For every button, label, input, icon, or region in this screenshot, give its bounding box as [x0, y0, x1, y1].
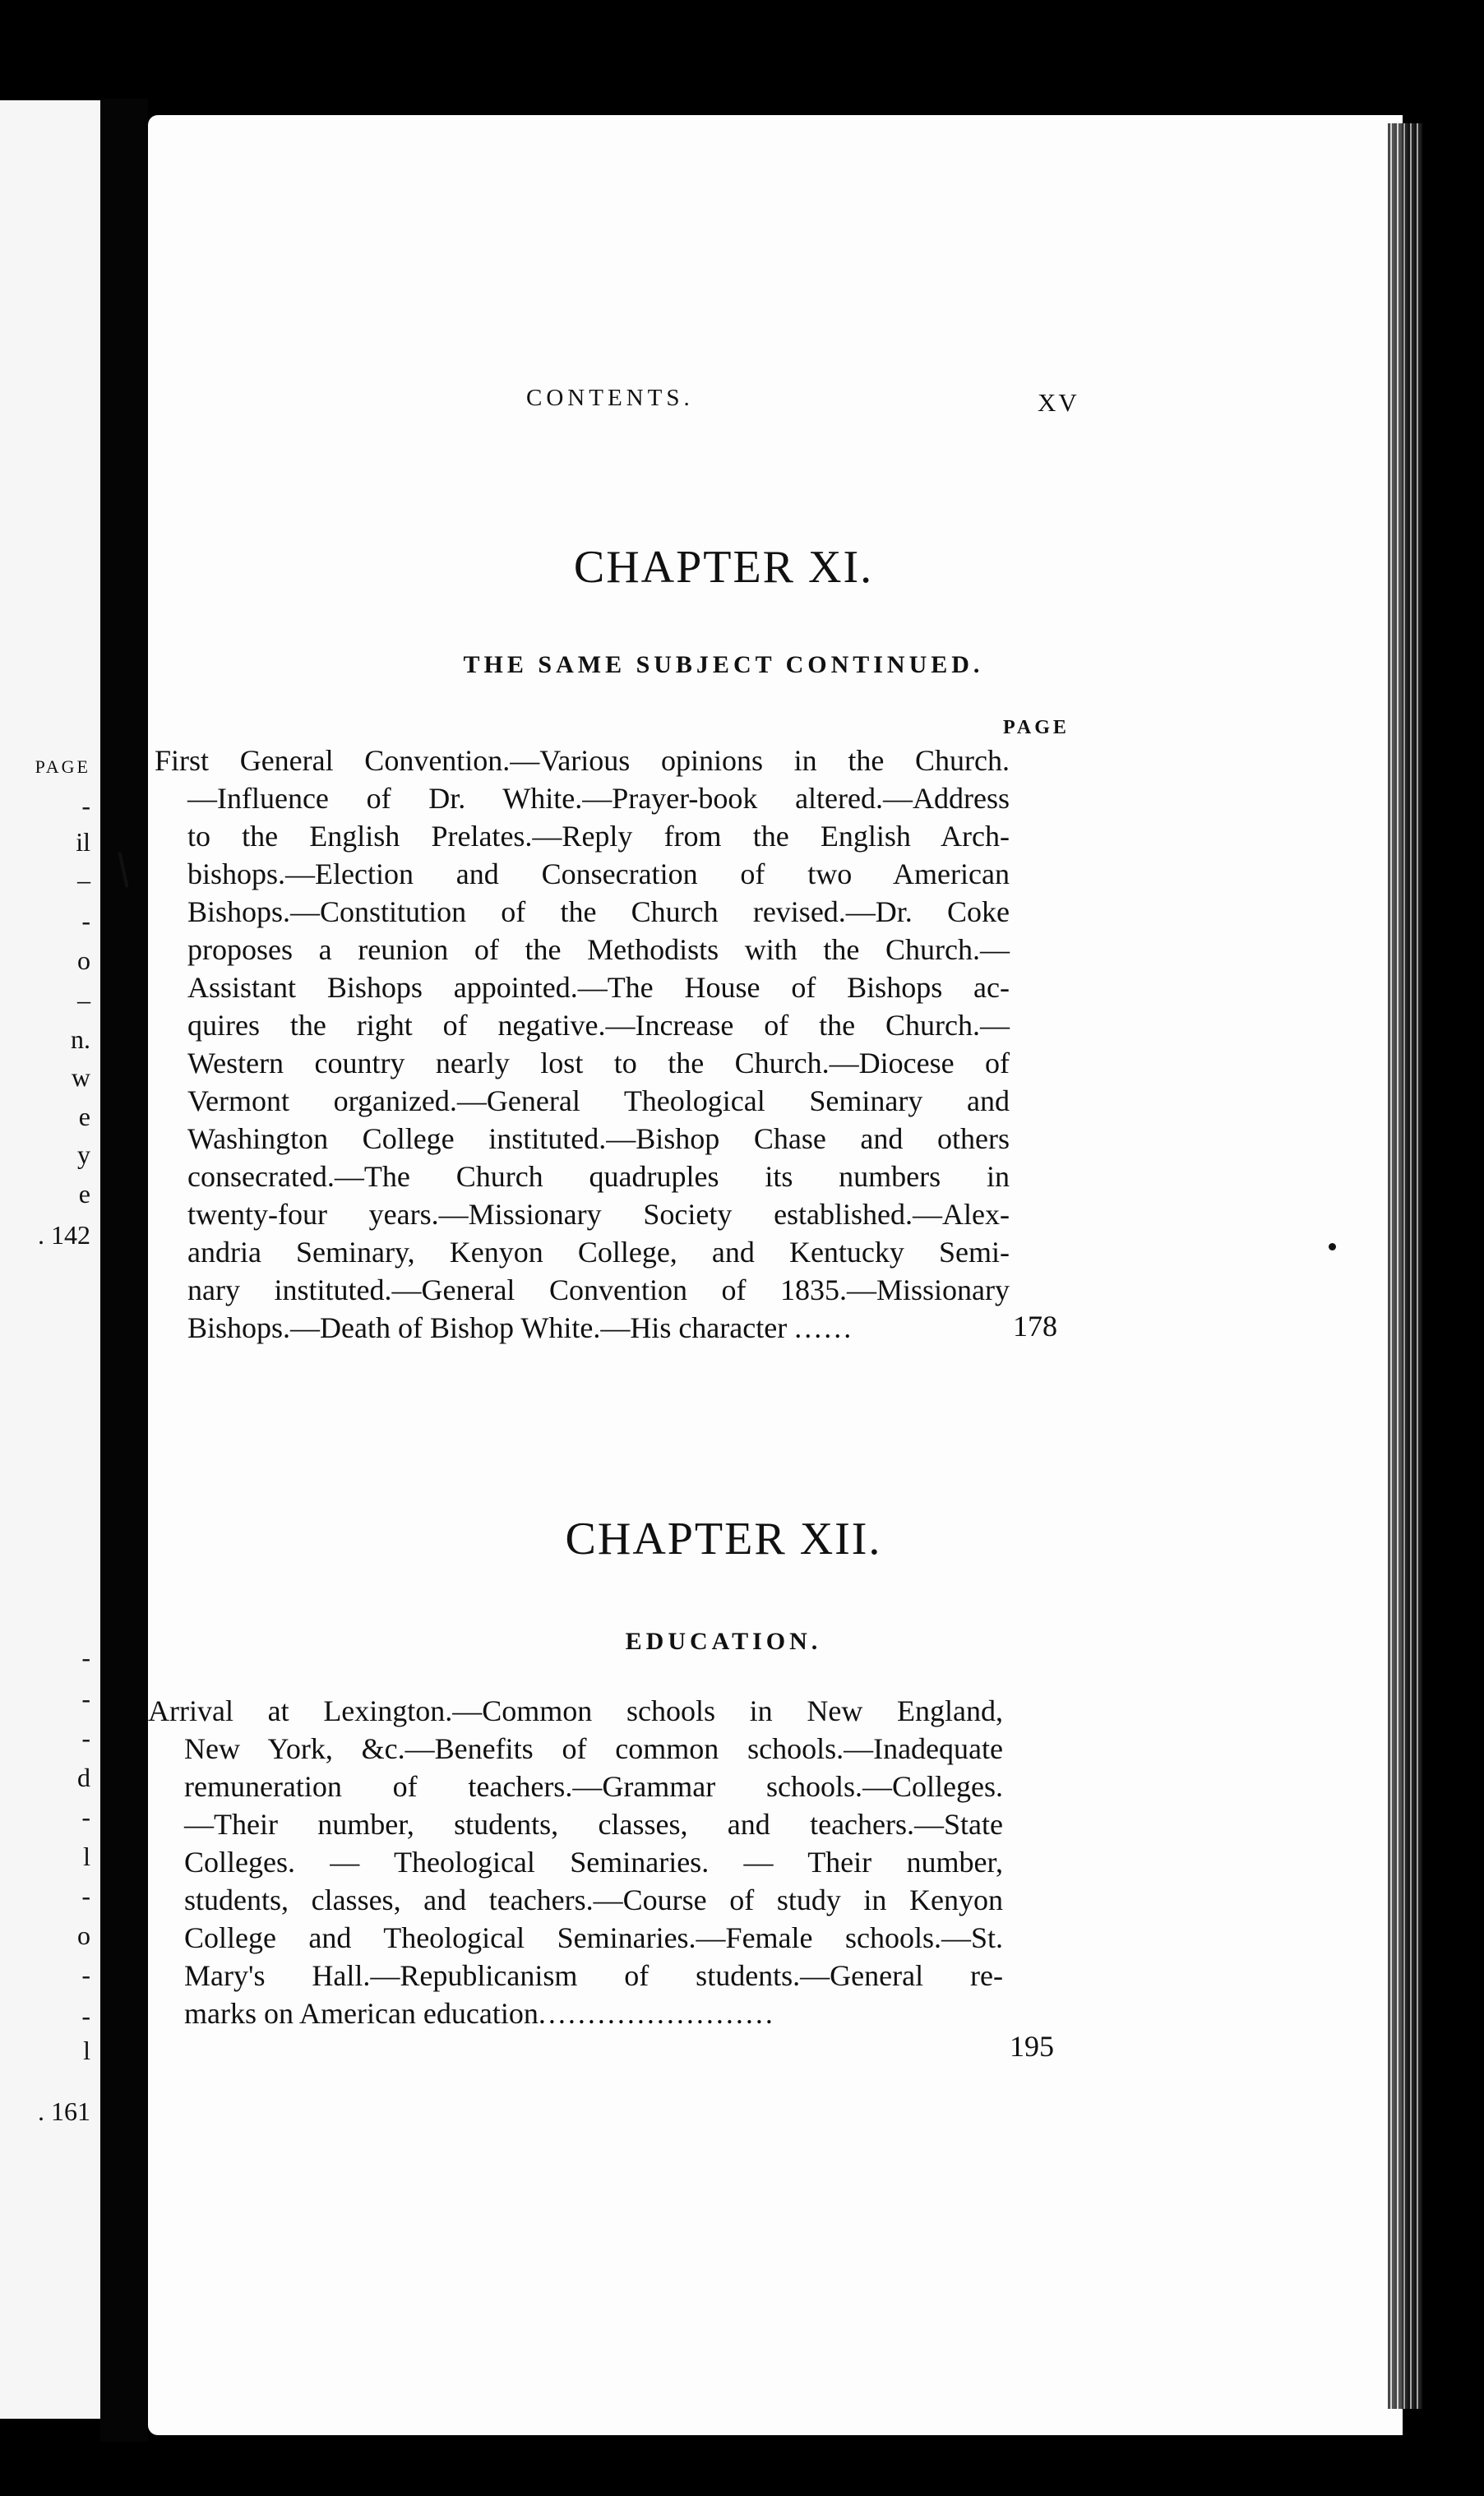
- previous-page-fragment: –: [77, 985, 90, 1015]
- previous-page-fragment: l: [83, 2036, 90, 2065]
- previous-page-fragment: -: [81, 1802, 90, 1832]
- summary-line: twenty-four years.—Missionary Society established.—Alex-: [187, 1198, 1010, 1231]
- previous-page-fragment: -: [81, 2001, 90, 2031]
- summary-line-final: [148, 1994, 1003, 2032]
- previous-page-header: PAGE: [35, 756, 90, 777]
- summary-line: —Their number, students, classes, and teachers.—State: [184, 1808, 1003, 1841]
- previous-page-fragment: l: [83, 1842, 90, 1871]
- chapter-page-number: 178: [1013, 1310, 1057, 1343]
- chapter-page-number: 195: [1010, 2030, 1054, 2063]
- dot-leader: ........................: [538, 1997, 775, 2030]
- summary-line: Colleges. — Theological Seminaries. — Their number,: [184, 1846, 1003, 1879]
- previous-page-fragment: -: [81, 1723, 90, 1753]
- previous-page-fragment: -: [81, 1684, 90, 1713]
- summary-line: New York, &c.—Benefits of common schools.—Inadequate: [184, 1732, 1003, 1765]
- summary-line: to the English Prelates.—Reply from the English Arch-: [187, 820, 1010, 853]
- previous-page-fragment: o: [77, 1921, 90, 1950]
- summary-line: First General Convention.—Various opinions in the Church.: [155, 744, 1010, 777]
- summary-line: andria Seminary, Kenyon College, and Kentucky Semi-: [187, 1236, 1010, 1269]
- scan-speck: [1329, 1243, 1336, 1250]
- previous-page-fragment: -: [81, 791, 90, 820]
- page-column-label: PAGE: [1003, 717, 1070, 738]
- chapter-summary: [155, 742, 1010, 1347]
- chapter-summary: [148, 1692, 1003, 2032]
- previous-page-fragment: d: [77, 1763, 90, 1792]
- previous-page-fragment: -: [81, 1960, 90, 1990]
- summary-line: Western country nearly lost to the Church.—Diocese of: [187, 1047, 1010, 1079]
- summary-line: bishops.—Election and Consecration of two American: [187, 857, 1010, 890]
- summary-line: remuneration of teachers.—Grammar schools.—Colleges.: [184, 1770, 1003, 1803]
- chapter-subject: EDUCATION.: [625, 1628, 822, 1655]
- summary-line: quires the right of negative.—Increase of the Church.—: [187, 1009, 1010, 1042]
- previous-page-fragment: e: [78, 1179, 90, 1209]
- summary-line: Bishops.—Constitution of the Church revised.—Dr. Coke: [187, 895, 1010, 928]
- previous-page-fragment: w: [71, 1062, 90, 1092]
- summary-line: —Influence of Dr. White.—Prayer-book altered.—Address: [187, 782, 1010, 815]
- page-edge-texture: [1388, 123, 1422, 2409]
- previous-page-number: . 142: [38, 1220, 90, 1250]
- summary-line: consecrated.—The Church quadruples its numbers in: [187, 1160, 1010, 1193]
- summary-line: students, classes, and teachers.—Course of study in Kenyon: [184, 1884, 1003, 1916]
- previous-page-fragment: -: [81, 1643, 90, 1672]
- dot-leader: ......: [794, 1311, 854, 1344]
- summary-line: marks on American education: [184, 1997, 539, 2030]
- summary-line: nary instituted.—General Convention of 1835.—Missionary: [187, 1273, 1010, 1306]
- summary-line: Mary's Hall.—Republicanism of students.—General re-: [184, 1959, 1003, 1992]
- page-folio: XV: [1038, 388, 1079, 417]
- previous-page-number: . 161: [38, 2096, 90, 2126]
- previous-page-fragment: -: [81, 1881, 90, 1911]
- previous-page-fragment: e: [78, 1102, 90, 1131]
- running-head-title: CONTENTS.: [526, 385, 694, 411]
- previous-page-fragment: n.: [71, 1024, 90, 1054]
- previous-page-fragment: –: [77, 865, 90, 894]
- chapter-title: CHAPTER XI.: [573, 542, 874, 593]
- summary-line: Assistant Bishops appointed.—The House of Bishops ac-: [187, 971, 1010, 1004]
- previous-page-fragment: o: [77, 945, 90, 975]
- summary-line: Arrival at Lexington.—Common schools in New England,: [148, 1694, 1003, 1727]
- chapter-subject: THE SAME SUBJECT CONTINUED.: [463, 651, 984, 678]
- summary-line: Washington College instituted.—Bishop Chase and others: [187, 1122, 1010, 1155]
- previous-page-fragment: -: [81, 906, 90, 936]
- summary-line: Vermont organized.—General Theological Seminary and: [187, 1084, 1010, 1117]
- summary-line: proposes a reunion of the Methodists with the Church.—: [187, 933, 1010, 966]
- chapter-title: CHAPTER XII.: [565, 1514, 882, 1565]
- previous-page-fragment: il: [76, 827, 90, 857]
- previous-page-edge: [0, 100, 100, 2419]
- summary-line: Bishops.—Death of Bishop White.—His character: [187, 1311, 788, 1344]
- summary-line-final: [155, 1309, 1010, 1347]
- book-gutter: [100, 99, 148, 2442]
- previous-page-fragment: y: [77, 1139, 90, 1169]
- summary-line: College and Theological Seminaries.—Female schools.—St.: [184, 1921, 1003, 1954]
